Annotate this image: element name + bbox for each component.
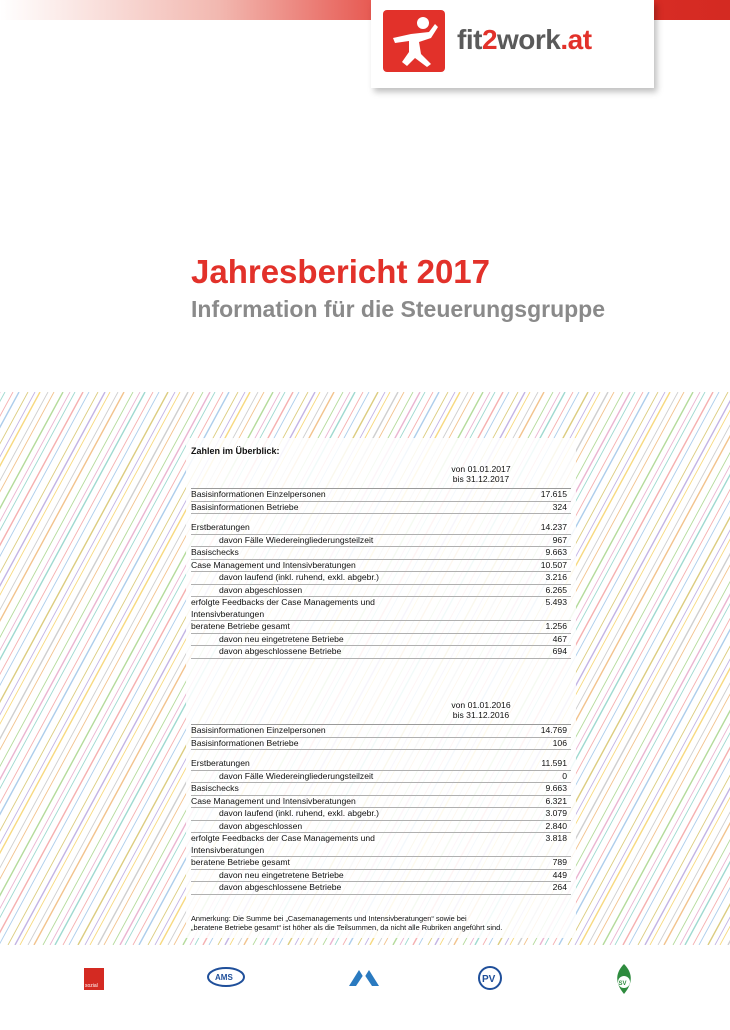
row-label: Basisinformationen Betriebe (191, 737, 299, 748)
table-row (191, 725, 571, 738)
row-label: Basisinformationen Einzelpersonen (191, 725, 326, 735)
decorative-stripe (0, 392, 140, 945)
table-row (191, 870, 571, 883)
table-row (191, 808, 571, 821)
decorative-stripe (0, 392, 28, 945)
row-value: 967 (552, 534, 567, 545)
decorative-stripe (658, 392, 730, 945)
row-label: davon abgeschlossene Betriebe (219, 646, 342, 656)
row-label: davon laufend (inkl. ruhend, exkl. abgebr.) (219, 572, 380, 582)
decorative-stripe (715, 392, 730, 945)
row-value: 3.079 (545, 808, 567, 818)
wordmark-work: work (497, 24, 561, 55)
table-row (191, 597, 571, 621)
sv-logo-text: SV (618, 981, 627, 987)
row-value: 264 (552, 882, 567, 892)
row-label: davon Fälle Wiedereingliederungsteilzeit (219, 770, 374, 781)
row-label: davon abgeschlossen (219, 820, 303, 831)
row-label: erfolgte Feedbacks der Case Managements und Intensivberatungen (191, 597, 375, 619)
row-value: 14.237 (540, 522, 567, 532)
decorative-stripe (0, 392, 83, 945)
period-start: von 01.01.2016 (451, 700, 511, 710)
row-label: davon abgeschlossene Betriebe (219, 882, 342, 892)
row-value: 694 (552, 646, 567, 656)
table-row (191, 833, 571, 857)
row-label: Basisinformationen Betriebe (191, 501, 299, 512)
sv-logo (612, 962, 636, 1002)
row-value: 3.818 (545, 833, 567, 843)
row-label: beratene Betriebe gesamt (191, 621, 290, 631)
row-label: erfolgte Feedbacks der Case Managements und Intensivberatungen (191, 833, 375, 855)
table-row (191, 796, 571, 809)
decorative-stripe (0, 392, 54, 945)
row-label: Erstberatungen (191, 522, 250, 532)
brand-wordmark (457, 24, 592, 56)
row-label: Erstberatungen (191, 758, 250, 768)
row-value: 106 (552, 737, 567, 748)
wordmark-suffix: .at (560, 24, 592, 55)
decorative-stripe (673, 392, 730, 945)
row-value: 17.615 (540, 489, 567, 499)
table-row (191, 783, 571, 796)
section-heading: Zahlen im Überblick: (191, 446, 280, 456)
row-value: 2.840 (545, 820, 567, 831)
decorative-stripe (645, 392, 730, 945)
table-row (191, 882, 571, 895)
table-row (191, 560, 571, 573)
sozial-logo-text: sozial (85, 983, 98, 989)
brand-logo (371, 0, 654, 88)
runner-logo-icon (383, 10, 445, 72)
row-value: 467 (552, 633, 567, 644)
row-label: Basisinformationen Einzelpersonen (191, 489, 326, 499)
decorative-stripe (693, 392, 730, 945)
wordmark-two: 2 (481, 24, 498, 55)
report-title: Jahresbericht 2017 (191, 253, 491, 290)
table-row (191, 547, 571, 560)
period-header (191, 698, 571, 725)
period-start: von 01.01.2017 (451, 464, 511, 474)
row-label: Case Management und Intensivberatungen (191, 795, 356, 806)
row-value: 3.216 (545, 572, 567, 582)
row-value: 14.769 (540, 725, 567, 735)
footnote (191, 914, 571, 932)
row-label: davon neu eingetretene Betriebe (219, 633, 344, 644)
row-value: 324 (552, 501, 567, 512)
footnote-line: „beratene Betriebe gesamt“ ist höher als die Teilsummen, da nicht alle Rubriken angeführt sind. (191, 923, 503, 932)
decorative-stripe (708, 392, 730, 945)
report-subtitle: Information für die Steuerungsgruppe (191, 296, 606, 322)
row-value: 1.256 (545, 621, 567, 631)
row-label: davon abgeschlossen (219, 584, 303, 595)
decorative-stripe (0, 392, 110, 945)
row-label: beratene Betriebe gesamt (191, 857, 290, 867)
sozialministerium-logo (84, 962, 106, 1002)
row-label: davon neu eingetretene Betriebe (219, 869, 344, 880)
period-end: bis 31.12.2016 (452, 710, 510, 720)
decorative-stripe (680, 392, 730, 945)
table-row (191, 502, 571, 515)
decorative-stripe (0, 392, 40, 945)
decorative-stripe (629, 392, 730, 945)
stats-table-2016 (191, 698, 571, 895)
table-row (191, 758, 571, 771)
row-label: Case Management und Intensivberatungen (191, 559, 356, 570)
decorative-stripe (0, 392, 48, 945)
row-value: 9.663 (545, 547, 567, 557)
decorative-stripe (0, 392, 133, 945)
row-value: 11.591 (541, 758, 567, 768)
table-row (191, 522, 571, 535)
row-label: davon laufend (inkl. ruhend, exkl. abgebr.) (219, 808, 380, 818)
decorative-stripe (0, 392, 13, 945)
table-row (191, 771, 571, 784)
table-row (191, 621, 571, 634)
row-value: 9.663 (545, 783, 567, 793)
table-row (191, 489, 571, 502)
stats-table-2017 (191, 462, 571, 659)
row-value: 10.507 (540, 559, 567, 570)
row-value: 0 (562, 770, 567, 781)
decorative-stripe (615, 392, 730, 945)
table-row (191, 585, 571, 598)
row-value: 6.265 (545, 584, 567, 595)
table-row (191, 738, 571, 751)
decorative-stripe (0, 392, 98, 945)
period-header (191, 462, 571, 489)
row-gap (191, 750, 571, 758)
auva-logo (347, 962, 381, 1002)
ams-logo (206, 962, 246, 1002)
decorative-stripe (568, 392, 730, 945)
table-row (191, 634, 571, 647)
decorative-stripe (0, 392, 188, 945)
ams-logo-text: AMS (215, 973, 233, 982)
table-row (191, 535, 571, 548)
row-label: Basischecks (191, 547, 239, 557)
pv-logo (475, 962, 505, 1002)
table-row (191, 572, 571, 585)
decorative-stripe (610, 392, 730, 945)
row-value: 789 (552, 857, 567, 867)
row-gap (191, 514, 571, 522)
pv-logo-text: PV (482, 974, 496, 985)
table-row (191, 821, 571, 834)
row-value: 6.321 (545, 795, 567, 806)
table-row (191, 646, 571, 659)
footnote-line: Anmerkung: Die Summe bei „Casemanagements und Intensivberatungen“ sowie bei (191, 914, 467, 923)
row-label: davon Fälle Wiedereingliederungsteilzeit (219, 534, 374, 545)
decorative-stripe (685, 392, 730, 945)
decorative-stripe (0, 392, 180, 945)
row-value: 449 (552, 869, 567, 880)
table-row (191, 857, 571, 870)
row-label: Basischecks (191, 783, 239, 793)
decorative-stripe (638, 392, 730, 945)
period-end: bis 31.12.2017 (452, 474, 510, 484)
wordmark-fit: fit (457, 24, 482, 55)
row-value: 5.493 (545, 597, 567, 607)
decorative-stripe (603, 392, 730, 945)
